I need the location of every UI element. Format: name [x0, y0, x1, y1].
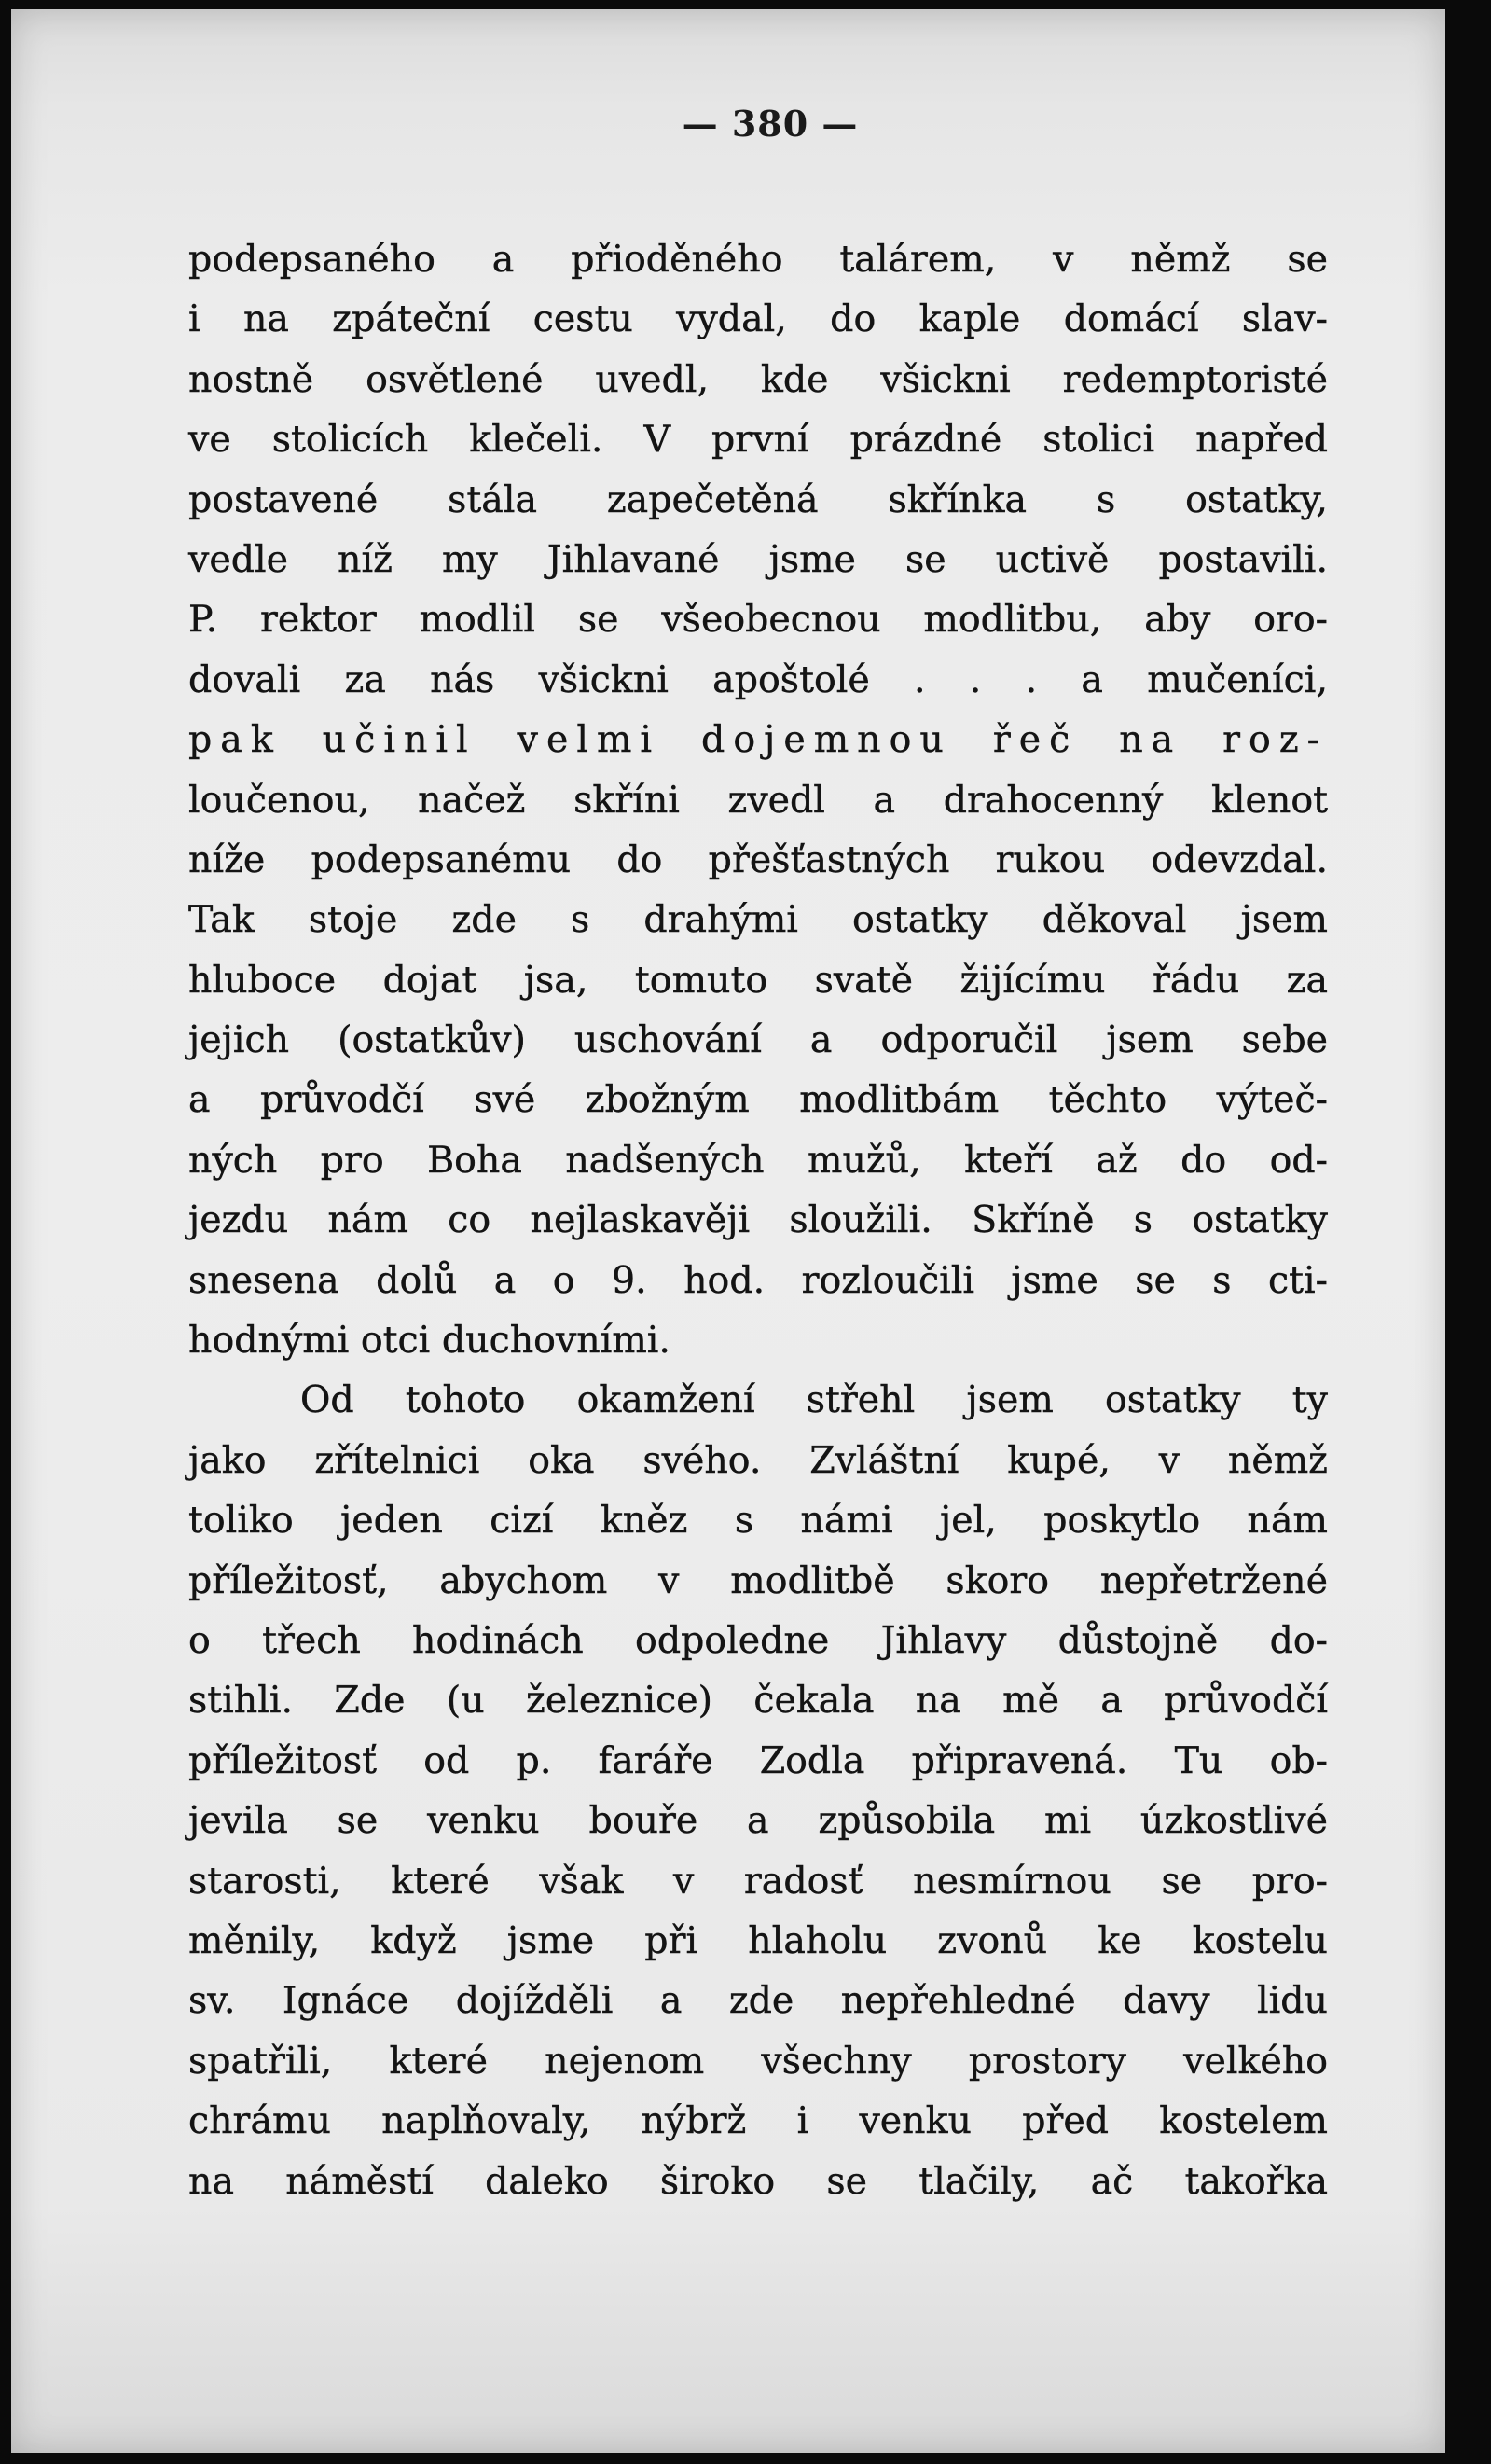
text-line: spatřili, které nejenom všechny prostory velkého	[188, 2039, 1328, 2083]
text-line: Tak stoje zde s drahými ostatky děkoval jsem	[188, 898, 1328, 942]
text-line: P. rektor modlil se všeobecnou modlitbu, aby oro-	[188, 598, 1328, 642]
text-line: jevila se venku bouře a způsobila mi úzkostlivé	[188, 1799, 1328, 1843]
text-line: sv. Ignáce dojížděli a zde nepřehledné davy lidu	[188, 1979, 1328, 2023]
text-line: chrámu naplňovaly, nýbrž i venku před kostelem	[188, 2099, 1328, 2143]
body-text	[188, 229, 1328, 2211]
text-line-spaced: pak učinil velmi dojemnou řeč na roz-	[188, 718, 1328, 762]
text-line: o třech hodinách odpoledne Jihlavy důstojně do-	[188, 1618, 1328, 1662]
text-line: příležitosť od p. faráře Zodla připravená. Tu ob-	[188, 1738, 1328, 1782]
text-line: jezdu nám co nejlaskavěji sloužili. Skříně s ostatky	[188, 1198, 1328, 1242]
text-line: měnily, když jsme při hlaholu zvonů ke kostelu	[188, 1918, 1328, 1962]
text-line: ných pro Boha nadšených mužů, kteří až do od-	[188, 1138, 1328, 1182]
text-line-paragraph-end: hodnými otci duchovními.	[188, 1319, 670, 1363]
text-line: stihli. Zde (u železnice) čekala na mě a průvodčí	[188, 1679, 1328, 1723]
text-line: ve stolicích klečeli. V první prázdné stolici napřed	[188, 418, 1328, 462]
text-line: podepsaného a přioděného talárem, v němž se	[188, 238, 1328, 281]
text-line: loučenou, načež skříni zvedl a drahocenný klenot	[188, 778, 1328, 822]
text-line: a průvodčí své zbožným modlitbám těchto výteč-	[188, 1078, 1328, 1122]
text-line: vedle níž my Jihlavané jsme se uctivě postavili.	[188, 537, 1328, 581]
text-line: jako zřítelnici oka svého. Zvláštní kupé, v němž	[188, 1438, 1328, 1482]
text-line: postavené stála zapečetěná skřínka s ostatky,	[188, 478, 1328, 521]
text-line-paragraph-start: Od tohoto okamžení střehl jsem ostatky ty	[300, 1378, 1328, 1422]
text-line: níže podepsanému do přešťastných rukou odevzdal.	[188, 837, 1328, 881]
text-line: jejich (ostatkův) uschování a odporučil jsem sebe	[188, 1018, 1328, 1062]
text-line: i na zpáteční cestu vydal, do kaple domácí slav-	[188, 298, 1328, 341]
page-number: — 380 —	[682, 103, 859, 145]
text-line: příležitosť, abychom v modlitbě skoro nepřetržené	[188, 1558, 1328, 1602]
text-line: toliko jeden cizí kněz s námi jel, poskytlo nám	[188, 1499, 1328, 1543]
book-page	[11, 9, 1445, 2453]
text-line: dovali za nás všickni apoštolé . . . a mučeníci,	[188, 658, 1328, 701]
text-line: nostně osvětlené uvedl, kde všickni redemptoristé	[188, 357, 1328, 401]
text-line: snesena dolů a o 9. hod. rozloučili jsme se s cti-	[188, 1258, 1328, 1302]
text-line: hluboce dojat jsa, tomuto svatě žijícímu řádu za	[188, 958, 1328, 1002]
text-line: na náměstí daleko široko se tlačily, ač takořka	[188, 2159, 1328, 2203]
text-line: starosti, které však v radosť nesmírnou se pro-	[188, 1859, 1328, 1903]
